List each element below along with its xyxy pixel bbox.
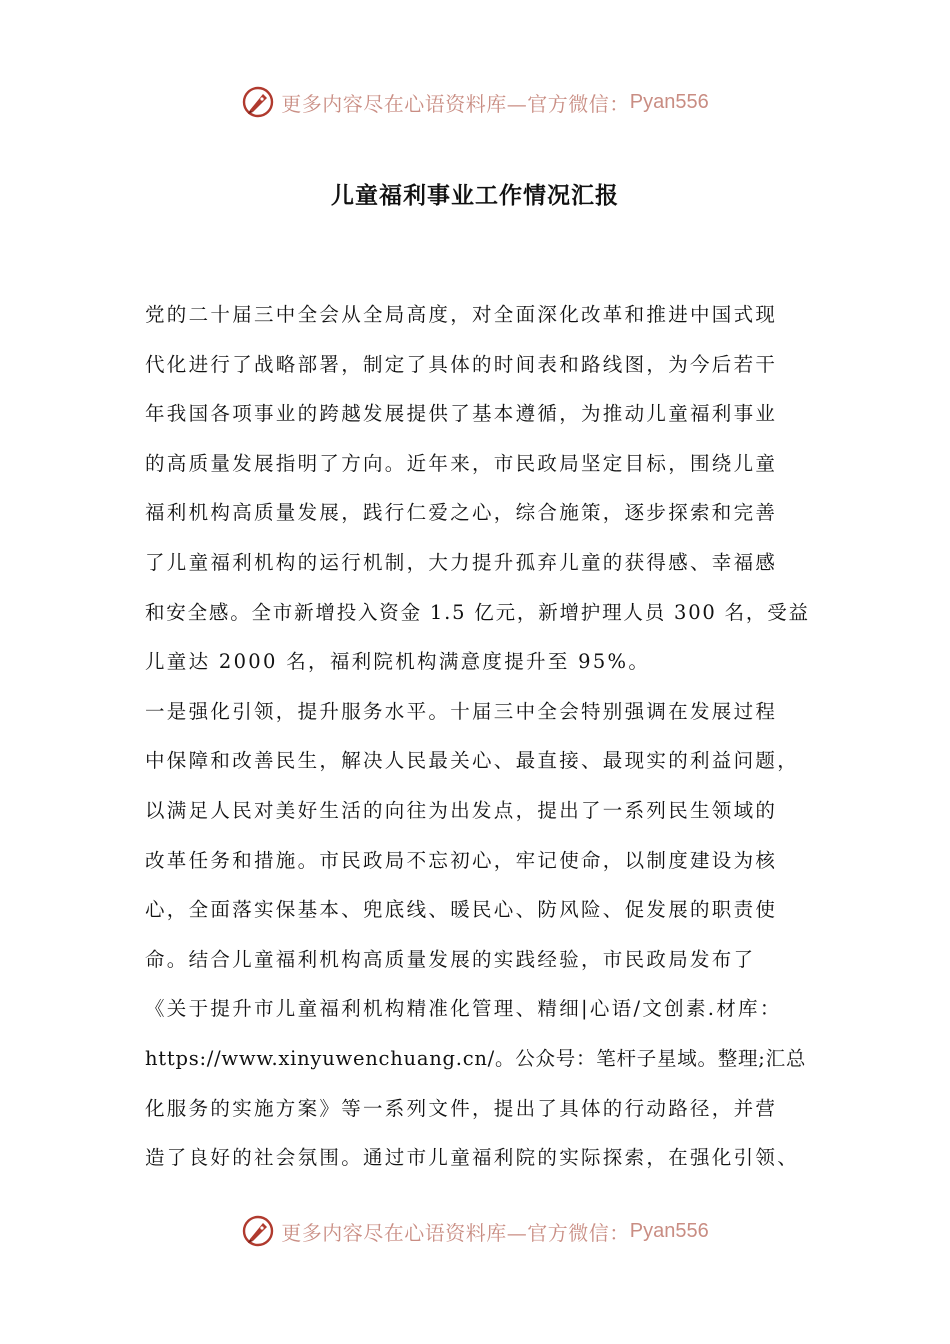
- body-line: 党的二十届三中全会从全局高度，对全面深化改革和推进中国式现: [145, 303, 778, 326]
- body-line: 造了良好的社会氛围。通过市儿童福利院的实际探索，在强化引领、: [145, 1146, 800, 1170]
- body-line: 儿童达 2000 名，福利院机构满意度提升至 95%。: [145, 650, 651, 674]
- body-line: 代化进行了战略部署，制定了具体的时间表和路线图，为今后若干: [145, 352, 778, 376]
- document-title: 儿童福利事业工作情况汇报: [331, 183, 619, 209]
- header-banner-wechat: Pyan556: [629, 90, 709, 113]
- document-body: [145, 290, 810, 1183]
- body-line: 以满足人民对美好生活的向往为出发点，提出了一系列民生领域的: [145, 798, 778, 822]
- body-line: 福利机构高质量发展，践行仁爱之心，综合施策，逐步探索和完善: [145, 501, 778, 525]
- body-line: 化服务的实施方案》等一系列文件，提出了具体的行动路径，并营: [145, 1096, 778, 1120]
- footer-banner-text: 更多内容尽在心语资料库—官方微信：: [281, 1220, 630, 1245]
- header-banner-text: 更多内容尽在心语资料库—官方微信：: [281, 91, 630, 116]
- footer-banner-wechat: Pyan556: [629, 1219, 709, 1242]
- body-line: 了儿童福利机构的运行机制，大力提升孤弃儿童的获得感、幸福感: [145, 550, 778, 574]
- body-line: 心，全面落实保基本、兜底线、暖民心、防风险、促发展的职责使: [145, 898, 778, 922]
- body-line: 《关于提升市儿童福利机构精准化管理、精细|心语/文创素.材库：: [145, 997, 782, 1021]
- footer-banner: [0, 1209, 950, 1253]
- body-line: 年我国各项事业的跨越发展提供了基本遵循，为推动儿童福利事业: [145, 402, 778, 426]
- header-banner: [0, 80, 950, 124]
- body-line-url: https://www.xinyuwenchuang.cn/。公众号：笔杆子星域。整理;汇总: [145, 1046, 807, 1070]
- pen-nib-logo-icon: [241, 85, 275, 119]
- body-line: 一是强化引领，提升服务水平。十届三中全会特别强调在发展过程: [145, 699, 778, 723]
- body-line: 的高质量发展指明了方向。近年来，市民政局坚定目标，围绕儿童: [145, 451, 778, 475]
- pen-nib-logo-icon: [241, 1214, 275, 1248]
- body-line: 中保障和改善民生，解决人民最关心、最直接、最现实的利益问题，: [145, 749, 800, 773]
- body-line: 改革任务和措施。市民政局不忘初心，牢记使命，以制度建设为核: [145, 848, 778, 872]
- body-line: 命。结合儿童福利机构高质量发展的实践经验，市民政局发布了: [145, 947, 756, 971]
- body-line: 和安全感。全市新增投入资金 1.5 亿元，新增护理人员 300 名，受益: [145, 600, 810, 624]
